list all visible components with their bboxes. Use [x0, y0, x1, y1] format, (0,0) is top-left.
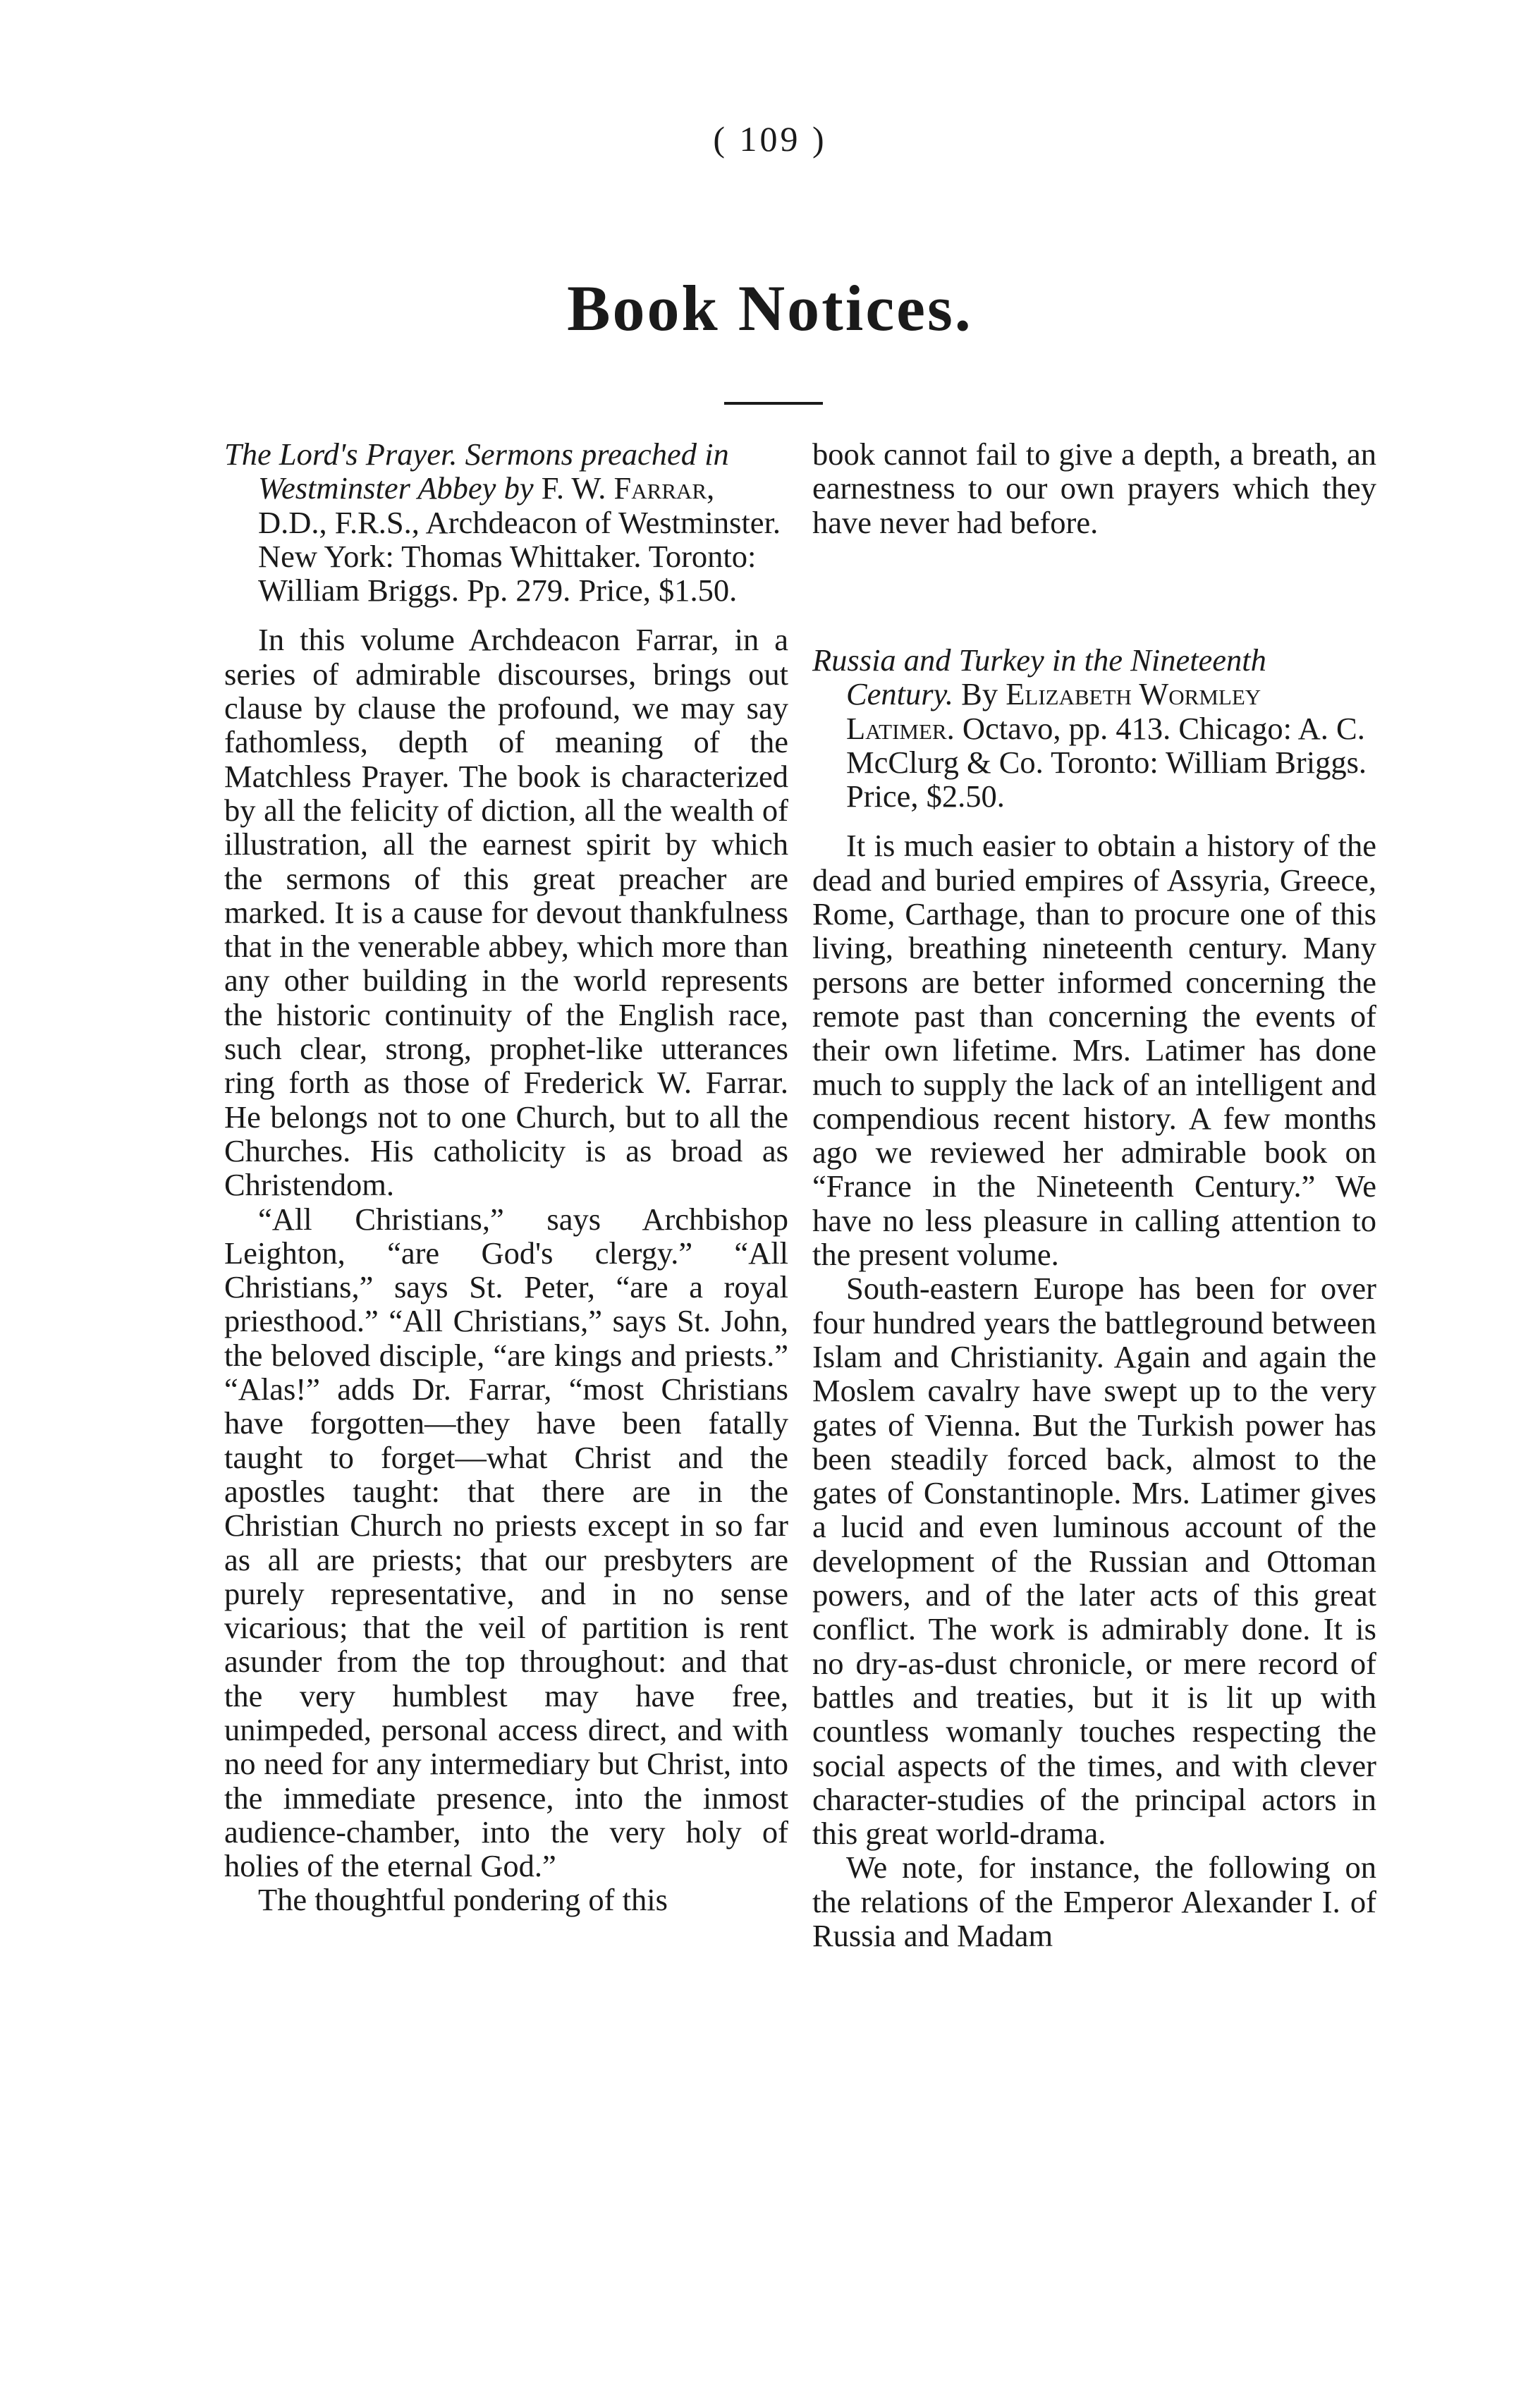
review-2-citation [812, 643, 1376, 813]
review-2-paragraph-1: It is much easier to obtain a history of the dead and buried empires of Assyria, Greece, Rome, Carthage, than to procure one of this living, breathing nineteenth century. Many persons are better informed concerning the remote past than concerning the events of their own lifetime. Mrs. Latimer has done much to supply the lack of an intelligent and compendious recent history. A few months ago we reviewed her admirable book on “France in the Nineteenth Century.” We have no less pleasure in calling attention to the present volume. [812, 828, 1376, 1273]
review-2-by: By [953, 676, 1006, 712]
review-1-author: F. W. Farrar [541, 470, 707, 506]
review-1-paragraph-3: The thoughtful pondering of this [258, 1882, 668, 1918]
review-1-title: The Lord's Prayer. Sermons preached in Westminster Abbey [224, 436, 729, 506]
section-title: Book Notices. [567, 272, 973, 344]
left-column [224, 437, 788, 1917]
review-1-citation [224, 437, 788, 607]
review-1-paragraph-1: In this volume Archdeacon Farrar, in a series of admirable discourses, brings out clause by clause the profound, we may say fathomless, depth of meaning of the Matchless Prayer. The book is characterized by all the felicity of diction, all the wealth of illustration, all the earnest spirit by which the sermons of this great preacher are marked. It is a cause for devout thankfulness that in the venerable abbey, which more than any other building in the world represents the historic continuity of the English race, such clear, strong, prophet-like utterances ring forth as those of Frederick W. Farrar. He belongs not to one Church, but to all the Churches. His catholicity is as broad as Christendom. [224, 622, 788, 1203]
page-number: ( 109 ) [713, 119, 827, 159]
column-continuation-space [812, 437, 1376, 643]
review-1-paragraph-2: “All Christians,” says Archbishop Leighton, “are God's clergy.” “All Christians,” says St. Peter, “are a royal priesthood.” “All Christians,” says St. John, the beloved disciple, “are kings and priests.” “Alas!” adds Dr. Farrar, “most Christians have forgotten—they have been fatally taught to forget—what Christ and the apostles taught: that there are in the Christian Church no priests except in so far as all are priests; that our presbyters are purely representative, and in no sense vicarious; that the veil of partition is rent asunder from the top throughout: and that the very humblest may have free, unimpeded, personal access direct, and with no need for any intermediary but Christ, into the immediate presence, into the inmost audience-chamber, into the very holy of holies of the eternal God.” [224, 1201, 788, 1884]
review-1-by: by [496, 470, 542, 506]
spacer [812, 813, 1376, 829]
review-2-title: Russia and Turkey in the Nineteenth Century. [812, 642, 1266, 712]
review-2-author: Elizabeth Wormley Latimer [846, 676, 1261, 746]
review-1-credentials: , D.D., F.R.S., Archdeacon of Westminster. New York: Thomas Whittaker. Toronto: William Briggs. Pp. 279. Price, $1.50. [258, 470, 781, 609]
review-1-paragraph-3-continued: book cannot fail to give a depth, a breath, an earnestness to our own prayers which they have never had before. [812, 436, 1376, 540]
right-column [812, 437, 1376, 1952]
title-divider [724, 402, 823, 405]
review-2-paragraph-2: South-eastern Europe has been for over four hundred years the battleground between Islam and Christianity. Again and again the Moslem cavalry have swept up to the very gates of Vienna. But the Turkish power has been steadily forced back, almost to the gates of Constantinople. Mrs. Latimer gives a lucid and even luminous account of the development of the Russian and Ottoman powers, and of the later acts of this great conflict. The work is admirably done. It is no dry-as-dust chronicle, or mere record of battles and treaties, but it is lit up with countless womanly touches respecting the social aspects of the times, and with clever character-studies of the principal actors in this great world-drama. [812, 1271, 1376, 1852]
review-2-details: . Octavo, pp. 413. Chicago: A. C. McClurg & Co. Toronto: William Briggs. Price, $2.50. [846, 710, 1367, 814]
review-2-paragraph-3: We note, for instance, the following on the relations of the Emperor Alexander I. of Russia and Madam [812, 1850, 1376, 1953]
spacer [224, 607, 788, 623]
